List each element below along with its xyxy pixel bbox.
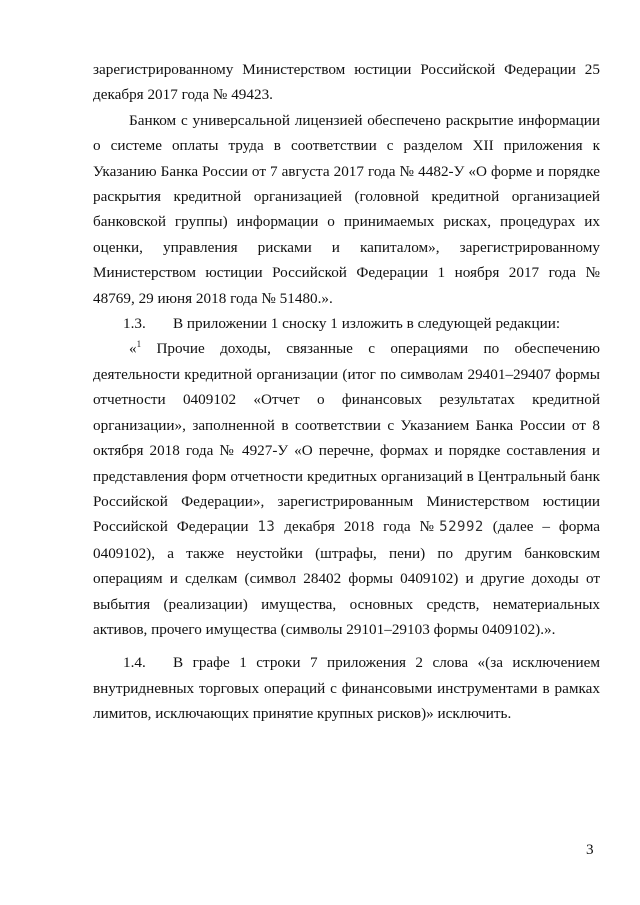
paragraph-registration-end: зарегистрированному Министерством юстиции Российской Федерации 25 декабря 2017 года № 49423. (93, 61, 600, 104)
item-1-4 (93, 650, 600, 726)
document-body (93, 57, 600, 727)
footnote-marker: 1 (136, 339, 142, 350)
item-1-3 (93, 311, 600, 336)
item-1-3-text: В приложении 1 сноску 1 изложить в следующей редакции: (173, 315, 561, 333)
footnote-text-part-a: Прочие доходы, связанные с операциями по обеспечению деятельности кредитной организации (итог по символам 29401–29407 формы отчетности 0409102 «Отчет о финансовых результатах кредитной организации», заполненной в соответствии с Указанием Банка России от 8 октября 2018 года № 4927-У «О перечне, формах и порядке составления и представления форм отчетности кредитных организаций в Центральный банк Российской Федерации», зарегистрированным Министерством юстиции Российской Федерации (93, 340, 600, 536)
item-1-4-number: 1.4. (123, 654, 146, 672)
item-1-3-number: 1.3. (123, 315, 146, 333)
handwritten-registration-number: 52992 (439, 519, 484, 536)
footnote-paragraph (93, 336, 600, 642)
footnote-text-part-b: декабря 2018 года № (275, 518, 440, 536)
page-number: 3 (586, 841, 594, 858)
footnote-text-part-c: (далее – форма 0409102), а также неустойки (штрафы, пени) по другим банковским операциям и сделкам (символ 28402 формы 0409102) и другие доходы от выбытия (реализации) имущества, основных средств, нематериальных активов, прочего имущества (символы 29101–29103 формы 0409102).». (93, 518, 600, 638)
footnote-open-quote: « (129, 340, 137, 358)
handwritten-registration-day: 13 (257, 519, 276, 536)
item-1-4-text: В графе 1 строки 7 приложения 2 слова «(за исключением внутридневных торговых операций с финансовыми инструментами в рамках лимитов, исключающих принятие крупных рисков)» исключить. (93, 654, 600, 723)
paragraph-disclosure: Банком с универсальной лицензией обеспечено раскрытие информации о системе оплаты труда в соответствии с разделом XII приложения к Указанию Банка России от 7 августа 2017 года № 4482-У «О форме и порядке раскрытия кредитной организацией (головной кредитной организацией банковской группы) информации о принимаемых рисках, процедурах их оценки, управления рисками и капиталом», зарегистрированному Министерством юстиции Российской Федерации 1 ноября 2017 года № 48769, 29 июня 2018 года № 51480.». (93, 111, 600, 307)
